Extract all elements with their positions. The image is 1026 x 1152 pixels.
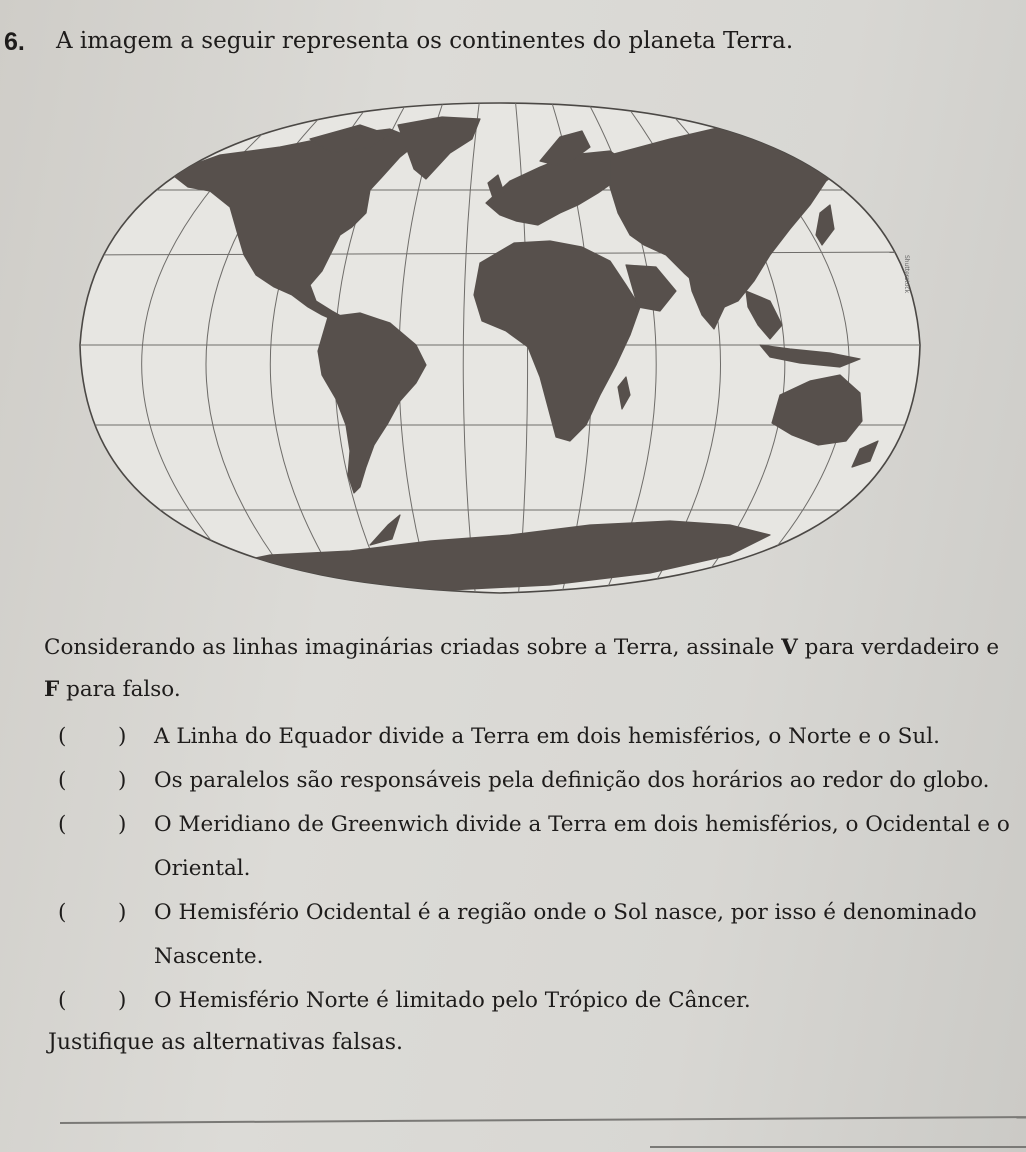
instruction-f: F (44, 677, 60, 702)
paren-close: ) (118, 900, 127, 925)
option-item (58, 979, 1026, 1023)
paren-open: ( (58, 812, 67, 837)
paren-close: ) (118, 768, 127, 793)
world-map (70, 95, 930, 600)
options-list (58, 715, 1026, 1023)
option-text: O Hemisfério Ocidental é a região onde o Sol nasce, por isso é denominado Nascente. (154, 900, 977, 969)
option-text: Os paralelos são responsáveis pela definição dos horários ao redor do globo. (154, 768, 990, 793)
world-map-drawing (70, 95, 930, 600)
paren-open: ( (58, 768, 67, 793)
option-item (58, 891, 1026, 979)
justify-label: Justifique as alternativas falsas. (48, 1030, 403, 1055)
paren-open: ( (58, 900, 67, 925)
instruction-v: V (781, 635, 798, 660)
instruction-part3: para falso. (59, 677, 181, 702)
option-item (58, 759, 1026, 803)
option-text: O Meridiano de Greenwich divide a Terra em dois hemisférios, o Ocidental e o Oriental. (154, 812, 1010, 881)
paren-open: ( (58, 988, 67, 1013)
paren-close: ) (118, 724, 127, 749)
option-item (58, 715, 1026, 759)
paren-open: ( (58, 724, 67, 749)
option-text: O Hemisfério Norte é limitado pelo Trópico de Câncer. (154, 988, 751, 1013)
question-stem: A imagem a seguir representa os continentes do planeta Terra. (56, 28, 794, 54)
option-item (58, 803, 1026, 891)
paren-close: ) (118, 988, 127, 1013)
map-credit: Shutterstock (903, 255, 910, 294)
option-text: A Linha do Equador divide a Terra em dois hemisférios, o Norte e o Sul. (154, 724, 940, 749)
instruction-part1: Considerando as linhas imaginárias criadas sobre a Terra, assinale (44, 635, 782, 660)
paren-close: ) (118, 812, 127, 837)
question-number: 6. (4, 28, 25, 56)
answer-line[interactable] (650, 1146, 1026, 1148)
instruction-part2: para verdadeiro e (797, 635, 1000, 660)
answer-line[interactable] (60, 1116, 1026, 1124)
instruction (44, 627, 1014, 711)
